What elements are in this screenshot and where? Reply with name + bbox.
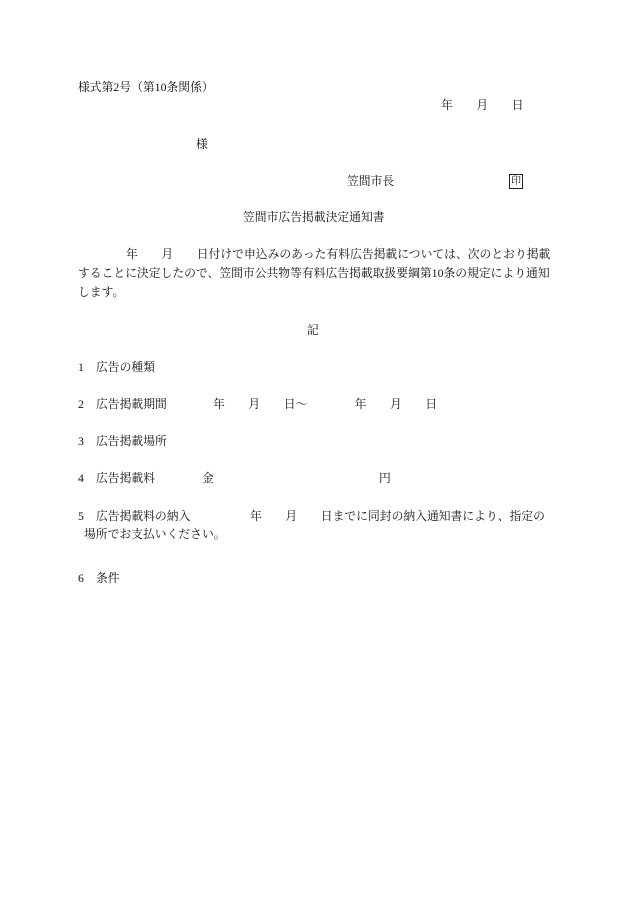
item-number: 2 <box>78 397 84 411</box>
item-number: 6 <box>78 571 84 585</box>
seal-box: 印 <box>511 176 521 187</box>
note-heading: 記 <box>307 323 319 337</box>
item-number: 3 <box>78 434 84 448</box>
item-number: 5 <box>78 509 84 523</box>
issuer-name: 笠間市長 <box>347 174 395 188</box>
body-line-3: します。 <box>78 285 125 299</box>
item-label-ad-fee: 広告掲載料 <box>96 471 155 485</box>
item-number: 4 <box>78 471 84 485</box>
item-label-fee-payment: 広告掲載料の納入 <box>96 509 191 523</box>
item-label-ad-location: 広告掲載場所 <box>96 434 167 448</box>
item-number: 1 <box>78 360 84 374</box>
body-line-1: 年 月 日付けで申込みのあった有料広告掲載については、次のとおり掲載 <box>126 247 551 261</box>
body-line-2: することに決定したので、笠間市公共物等有料広告掲載取扱要綱第10条の規定により通知 <box>78 266 550 280</box>
document-title: 笠間市広告掲載決定通知書 <box>243 210 385 224</box>
item-label-ad-type: 広告の種類 <box>96 360 155 374</box>
item-detail-ad-period: 年 月 日～ 年 月 日 <box>213 397 438 411</box>
form-number: 様式第2号（第10条関係） <box>78 80 214 94</box>
item-label-conditions: 条件 <box>96 571 120 585</box>
item-detail-fee-payment: 年 月 日までに同封の納入通知書により、指定の <box>250 509 545 523</box>
item-detail-ad-fee: 金 円 <box>202 471 391 485</box>
item-detail-fee-payment-continuation: 場所でお支払いください。 <box>84 527 226 541</box>
issue-date: 年 月 日 <box>441 98 524 112</box>
addressee-suffix: 様 <box>196 137 208 151</box>
item-label-ad-period: 広告掲載期間 <box>96 397 167 411</box>
